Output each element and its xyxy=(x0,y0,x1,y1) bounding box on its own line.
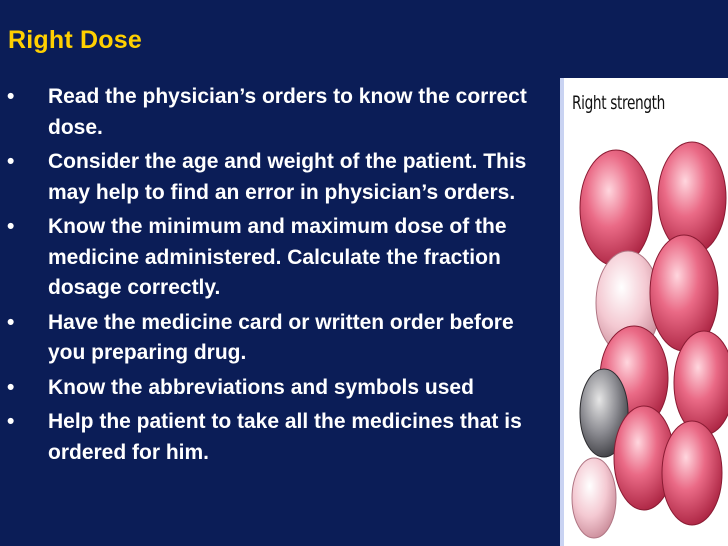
bullet-text: Know the minimum and maximum dose of the medicine administered. Calculate the fraction dosage correctly. xyxy=(48,215,507,299)
bullet-item xyxy=(0,147,560,208)
bullet-icon: • xyxy=(7,310,15,334)
slide-title: Right Dose xyxy=(8,26,142,54)
bullet-item xyxy=(0,82,560,143)
bullet-list xyxy=(0,82,560,472)
bullet-item xyxy=(0,373,560,404)
pills-image xyxy=(560,78,728,546)
bullet-text: Read the physician’s orders to know the correct dose. xyxy=(48,85,527,139)
pill-shape xyxy=(674,331,728,435)
bullet-text: Help the patient to take all the medicines that is ordered for him. xyxy=(48,410,522,464)
bullet-item xyxy=(0,308,560,369)
pill-shape xyxy=(662,421,722,525)
bullet-text: Consider the age and weight of the patient. This may help to find an error in physician’s orders. xyxy=(48,150,527,204)
bullet-icon: • xyxy=(7,150,15,173)
image-label: Right strength xyxy=(572,92,665,114)
pill-shape xyxy=(572,458,616,538)
bullet-item xyxy=(0,407,560,468)
bullet-icon: • xyxy=(7,410,15,433)
bullet-icon: • xyxy=(7,375,15,399)
bullet-text: Know the abbreviations and symbols used xyxy=(48,375,474,399)
bullet-icon: • xyxy=(7,215,15,238)
bullet-icon: • xyxy=(7,85,15,108)
bullet-item xyxy=(0,212,560,304)
pills-illustration xyxy=(564,78,728,546)
pill-shape xyxy=(580,150,652,266)
bullet-text: Have the medicine card or written order before you preparing drug. xyxy=(48,310,514,364)
